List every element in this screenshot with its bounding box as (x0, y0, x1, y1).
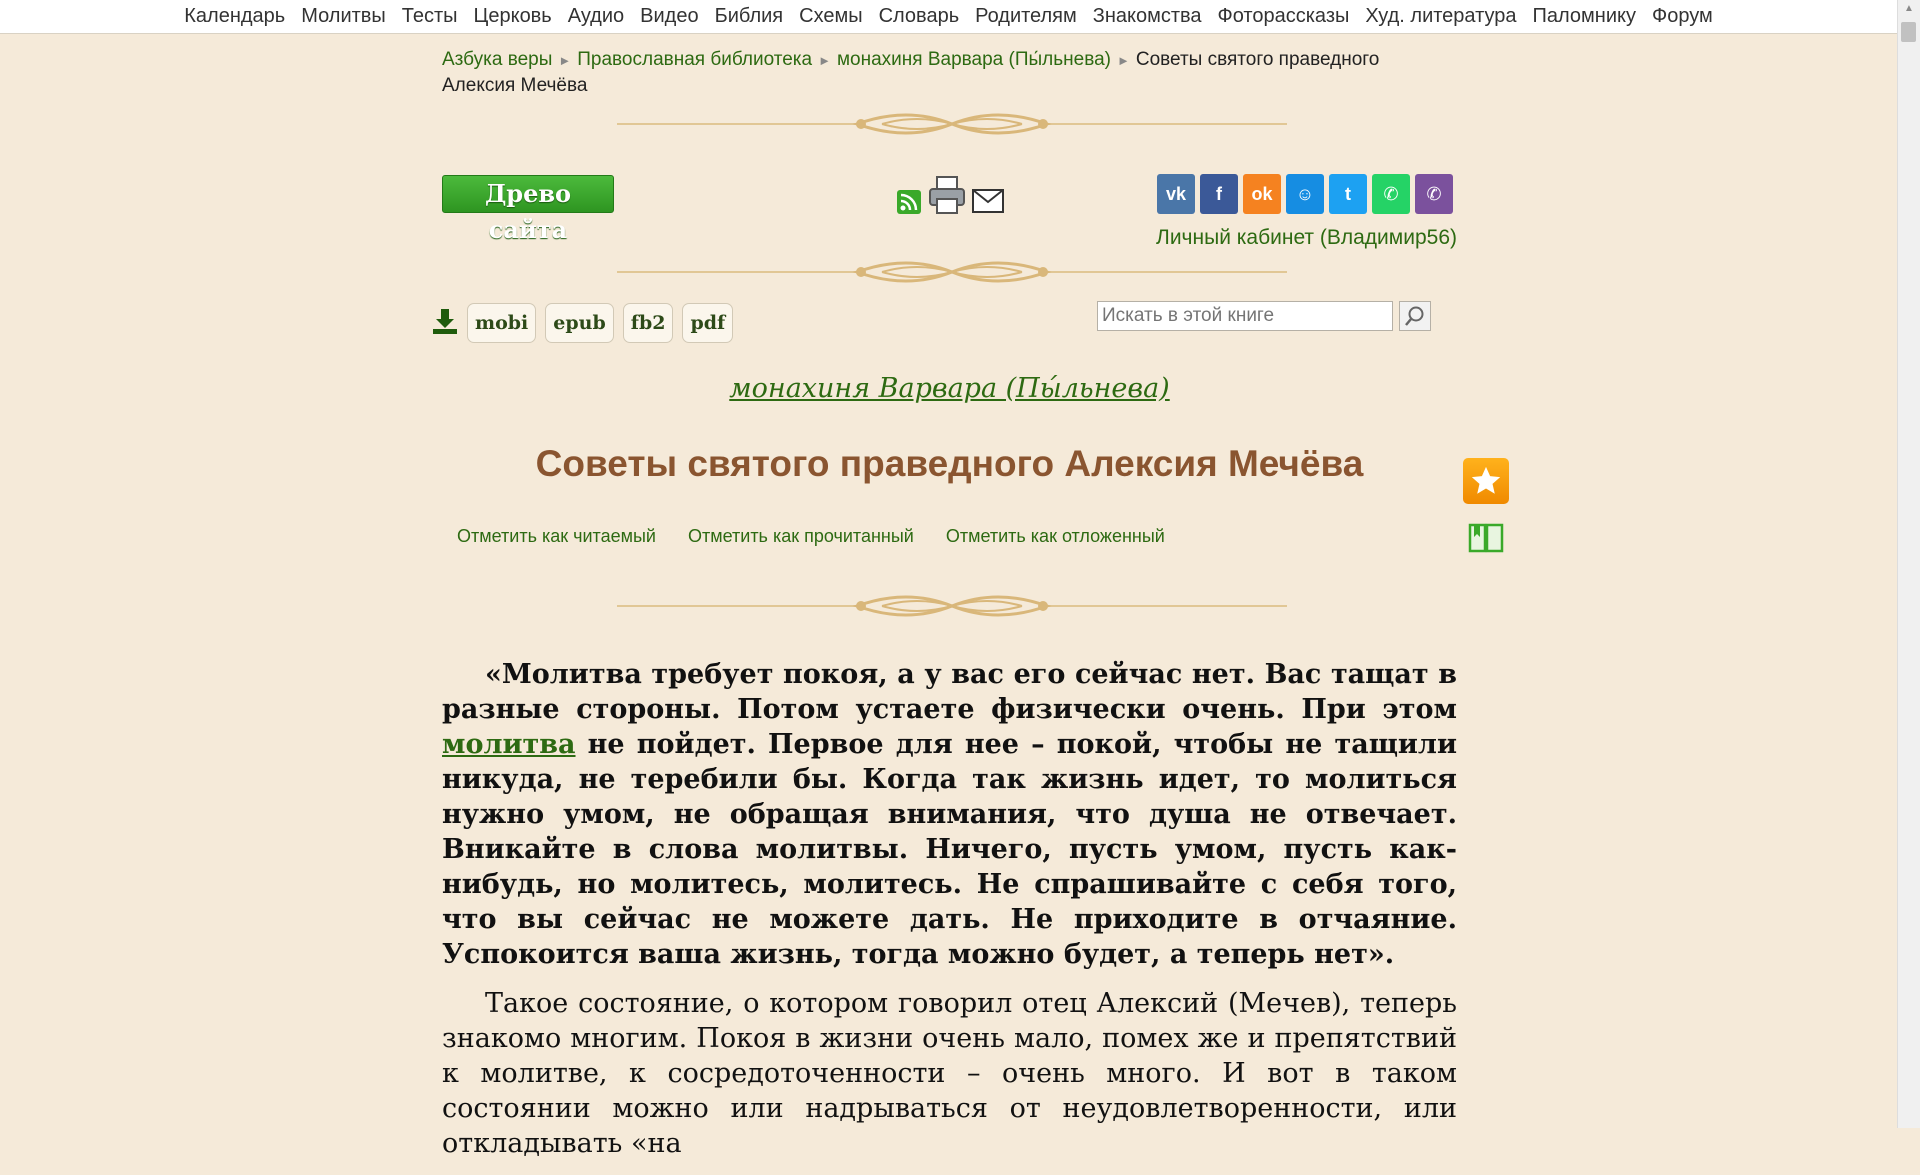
twitter-icon[interactable]: t (1329, 174, 1367, 214)
download-pdf-button[interactable]: pdf (682, 303, 733, 343)
scroll-up-icon[interactable]: ▲ (1904, 3, 1914, 14)
odnoklassniki-icon[interactable]: ok (1243, 174, 1281, 214)
nav-church[interactable]: Церковь (473, 5, 552, 27)
whatsapp-icon[interactable]: ✆ (1372, 174, 1410, 214)
nav-dictionary[interactable]: Словарь (878, 5, 960, 27)
download-icon (432, 307, 458, 340)
prayer-link[interactable]: молитва (442, 729, 576, 760)
nav-dating[interactable]: Знакомства (1092, 5, 1202, 27)
reading-status-marks (457, 526, 1165, 547)
breadcrumb-separator-icon: ► (1116, 53, 1130, 68)
mark-read-link[interactable]: Отметить как прочитанный (687, 526, 914, 546)
star-icon (1469, 464, 1503, 498)
download-mobi-button[interactable]: mobi (467, 303, 536, 343)
download-epub-button[interactable]: epub (545, 303, 613, 343)
vk-icon[interactable]: vk (1157, 174, 1195, 214)
nav-parents[interactable]: Родителям (975, 5, 1077, 27)
scroll-thumb[interactable] (1901, 22, 1916, 42)
bookmark-book-icon[interactable] (1468, 521, 1504, 555)
viber-icon[interactable]: ✆ (1415, 174, 1453, 214)
nav-bible[interactable]: Библия (714, 5, 784, 27)
nav-audio[interactable]: Аудио (567, 5, 625, 27)
breadcrumb-item-home[interactable]: Азбука веры (442, 49, 553, 70)
facebook-icon[interactable]: f (1200, 174, 1238, 214)
favorite-button[interactable] (1463, 458, 1509, 504)
search-icon (1404, 305, 1426, 327)
rss-icon[interactable] (897, 190, 921, 219)
nav-prayers[interactable]: Молитвы (301, 5, 386, 27)
print-icon[interactable] (927, 175, 967, 220)
nav-tests[interactable]: Тесты (401, 5, 458, 27)
breadcrumb-separator-icon: ► (558, 53, 572, 68)
book-search-input[interactable] (1097, 301, 1393, 331)
breadcrumb-item-library[interactable]: Православная библиотека (577, 49, 813, 70)
book-author[interactable]: монахиня Варвара (Пы́льнева) (729, 373, 1170, 404)
download-formats (432, 303, 733, 343)
nav-schemes[interactable]: Схемы (799, 5, 863, 27)
book-search (1097, 301, 1431, 331)
body-paragraph: Такое состояние, о котором говорил отец Алексий (Мечев), теперь знакомо многим. Покоя в жизни очень мало, помех же и препятствий к молитве, к сосредоточенности – очень много. И вот в таком состоянии можно или надрываться от неудовлетворенности, или откладывать «на (442, 988, 1457, 1159)
download-fb2-button[interactable]: fb2 (623, 303, 674, 343)
personal-cabinet-link[interactable]: Личный кабинет (Владимир56) (1156, 226, 1457, 249)
vertical-scrollbar[interactable] (1897, 0, 1920, 1128)
breadcrumb-current: Советы святого праведного Алексия Мечёва (442, 49, 1380, 96)
breadcrumb (442, 47, 1457, 98)
site-tree-button[interactable]: Древо сайта (442, 175, 614, 213)
top-navigation (0, 0, 1897, 34)
email-icon[interactable] (972, 189, 1004, 218)
page-title: Советы святого праведного Алексия Мечёва (535, 443, 1364, 484)
ornament-divider (617, 252, 1287, 292)
nav-video[interactable]: Видео (640, 5, 699, 27)
nav-photostories[interactable]: Фоторассказы (1217, 5, 1350, 27)
mark-reading-link[interactable]: Отметить как читаемый (457, 526, 656, 546)
ornament-divider (617, 586, 1287, 626)
quote-paragraph (442, 657, 1457, 972)
ornament-divider (617, 104, 1287, 144)
nav-fiction[interactable]: Худ. литература (1365, 5, 1517, 27)
mark-postponed-link[interactable]: Отметить как отложенный (945, 526, 1165, 546)
search-button[interactable] (1399, 301, 1431, 331)
moimir-icon[interactable]: ☺ (1286, 174, 1324, 214)
nav-calendar[interactable]: Календарь (184, 5, 286, 27)
breadcrumb-item-author[interactable]: монахиня Варвара (Пы́льнева) (836, 49, 1111, 70)
book-text (442, 657, 1457, 1175)
breadcrumb-separator-icon: ► (818, 53, 831, 68)
nav-forum[interactable]: Форум (1651, 5, 1713, 27)
quote-text: «Молитва требует покоя, а у вас его сейчас нет. Вас тащат в разные стороны. Потом устаете физически очень. При этом (442, 659, 1457, 725)
nav-pilgrim[interactable]: Паломнику (1532, 5, 1636, 27)
quote-text: не пойдет. Первое для нее – покой, чтобы не тащили никуда, не теребили бы. Когда так жизнь идет, то молиться нужно умом, не обращая внимания, что душа не отвечает. Вникайте в слова молитвы. Ничего, пусть умом, пусть как-нибудь, но молитесь, молитесь. Не спрашивайте с себя того, что вы сейчас не можете дать. Не приходите в отчаяние. Успокоится ваша жизнь, тогда можно будет, а теперь нет». (442, 729, 1457, 970)
share-buttons (1157, 174, 1453, 214)
